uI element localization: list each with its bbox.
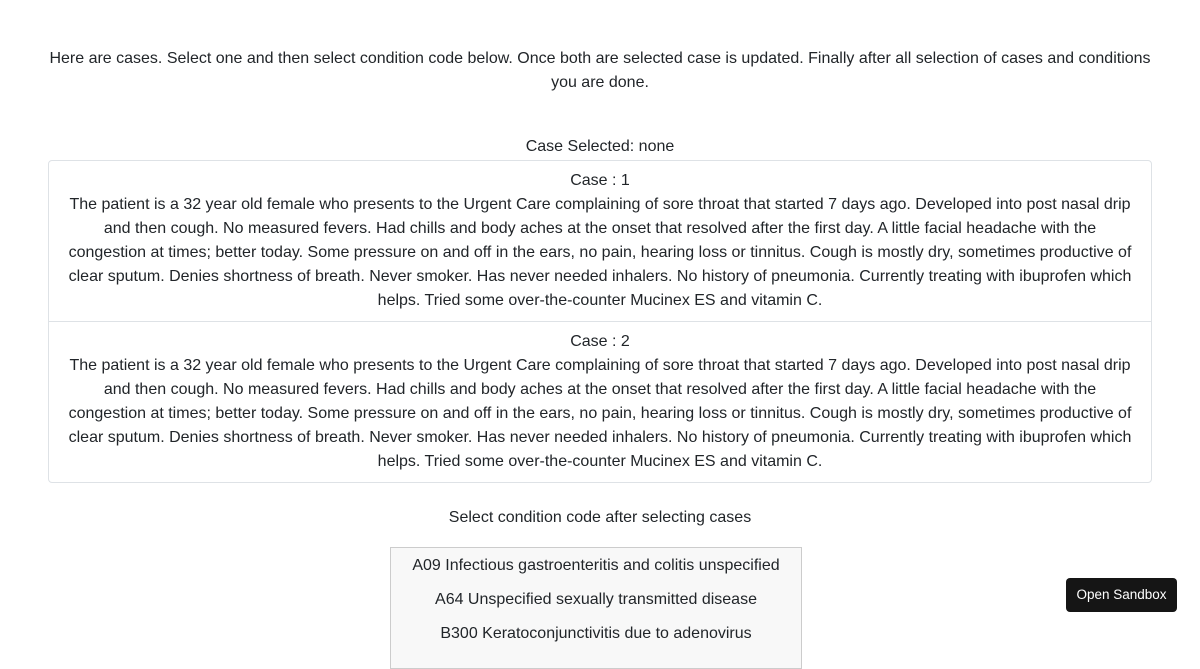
condition-code-item[interactable]: B300 Keratoconjunctivitis due to adenovirus — [440, 625, 752, 642]
condition-code-item[interactable]: A09 Infectious gastroenteritis and colitis unspecified — [412, 557, 780, 574]
condition-code-list[interactable] — [390, 547, 802, 669]
case-list — [48, 160, 1152, 483]
case-text: The patient is a 32 year old female who presents to the Urgent Care complaining of sore throat that started 7 days ago. Developed into post nasal drip and then cough. No measured fevers. Had chills and body aches at the onset that resolved after the first day. A little facial headache with the congestion at times; better today. Some pressure on and off in the ears, no pain, hearing loss or tinnitus. Cough is mostly dry, sometimes productive of clear sputum. Denies shortness of breath. Never smoker. Has never needed inhalers. No history of pneumonia. Currently treating with ibuprofen which helps. Tried some over-the-counter Mucinex ES and vitamin C. — [68, 196, 1132, 309]
case-selected-status: Case Selected: none — [525, 138, 675, 155]
case-item-2[interactable] — [49, 321, 1151, 482]
case-text: The patient is a 32 year old female who presents to the Urgent Care complaining of sore throat that started 7 days ago. Developed into post nasal drip and then cough. No measured fevers. Had chills and body aches at the onset that resolved after the first day. A little facial headache with the congestion at times; better today. Some pressure on and off in the ears, no pain, hearing loss or tinnitus. Cough is mostly dry, sometimes productive of clear sputum. Denies shortness of breath. Never smoker. Has never needed inhalers. No history of pneumonia. Currently treating with ibuprofen which helps. Tried some over-the-counter Mucinex ES and vitamin C. — [68, 357, 1132, 470]
open-sandbox-button[interactable]: Open Sandbox — [1066, 578, 1177, 612]
condition-code-item[interactable]: A64 Unspecified sexually transmitted disease — [435, 591, 757, 608]
case-title: Case : 1 — [570, 172, 630, 189]
condition-prompt: Select condition code after selecting cases — [448, 509, 752, 526]
instructions-text: Here are cases. Select one and then select condition code below. Once both are selected case is updated. Finally after all selection of cases and conditions you are done. — [49, 50, 1151, 91]
case-title: Case : 2 — [570, 333, 630, 350]
case-item-1[interactable] — [49, 161, 1151, 321]
